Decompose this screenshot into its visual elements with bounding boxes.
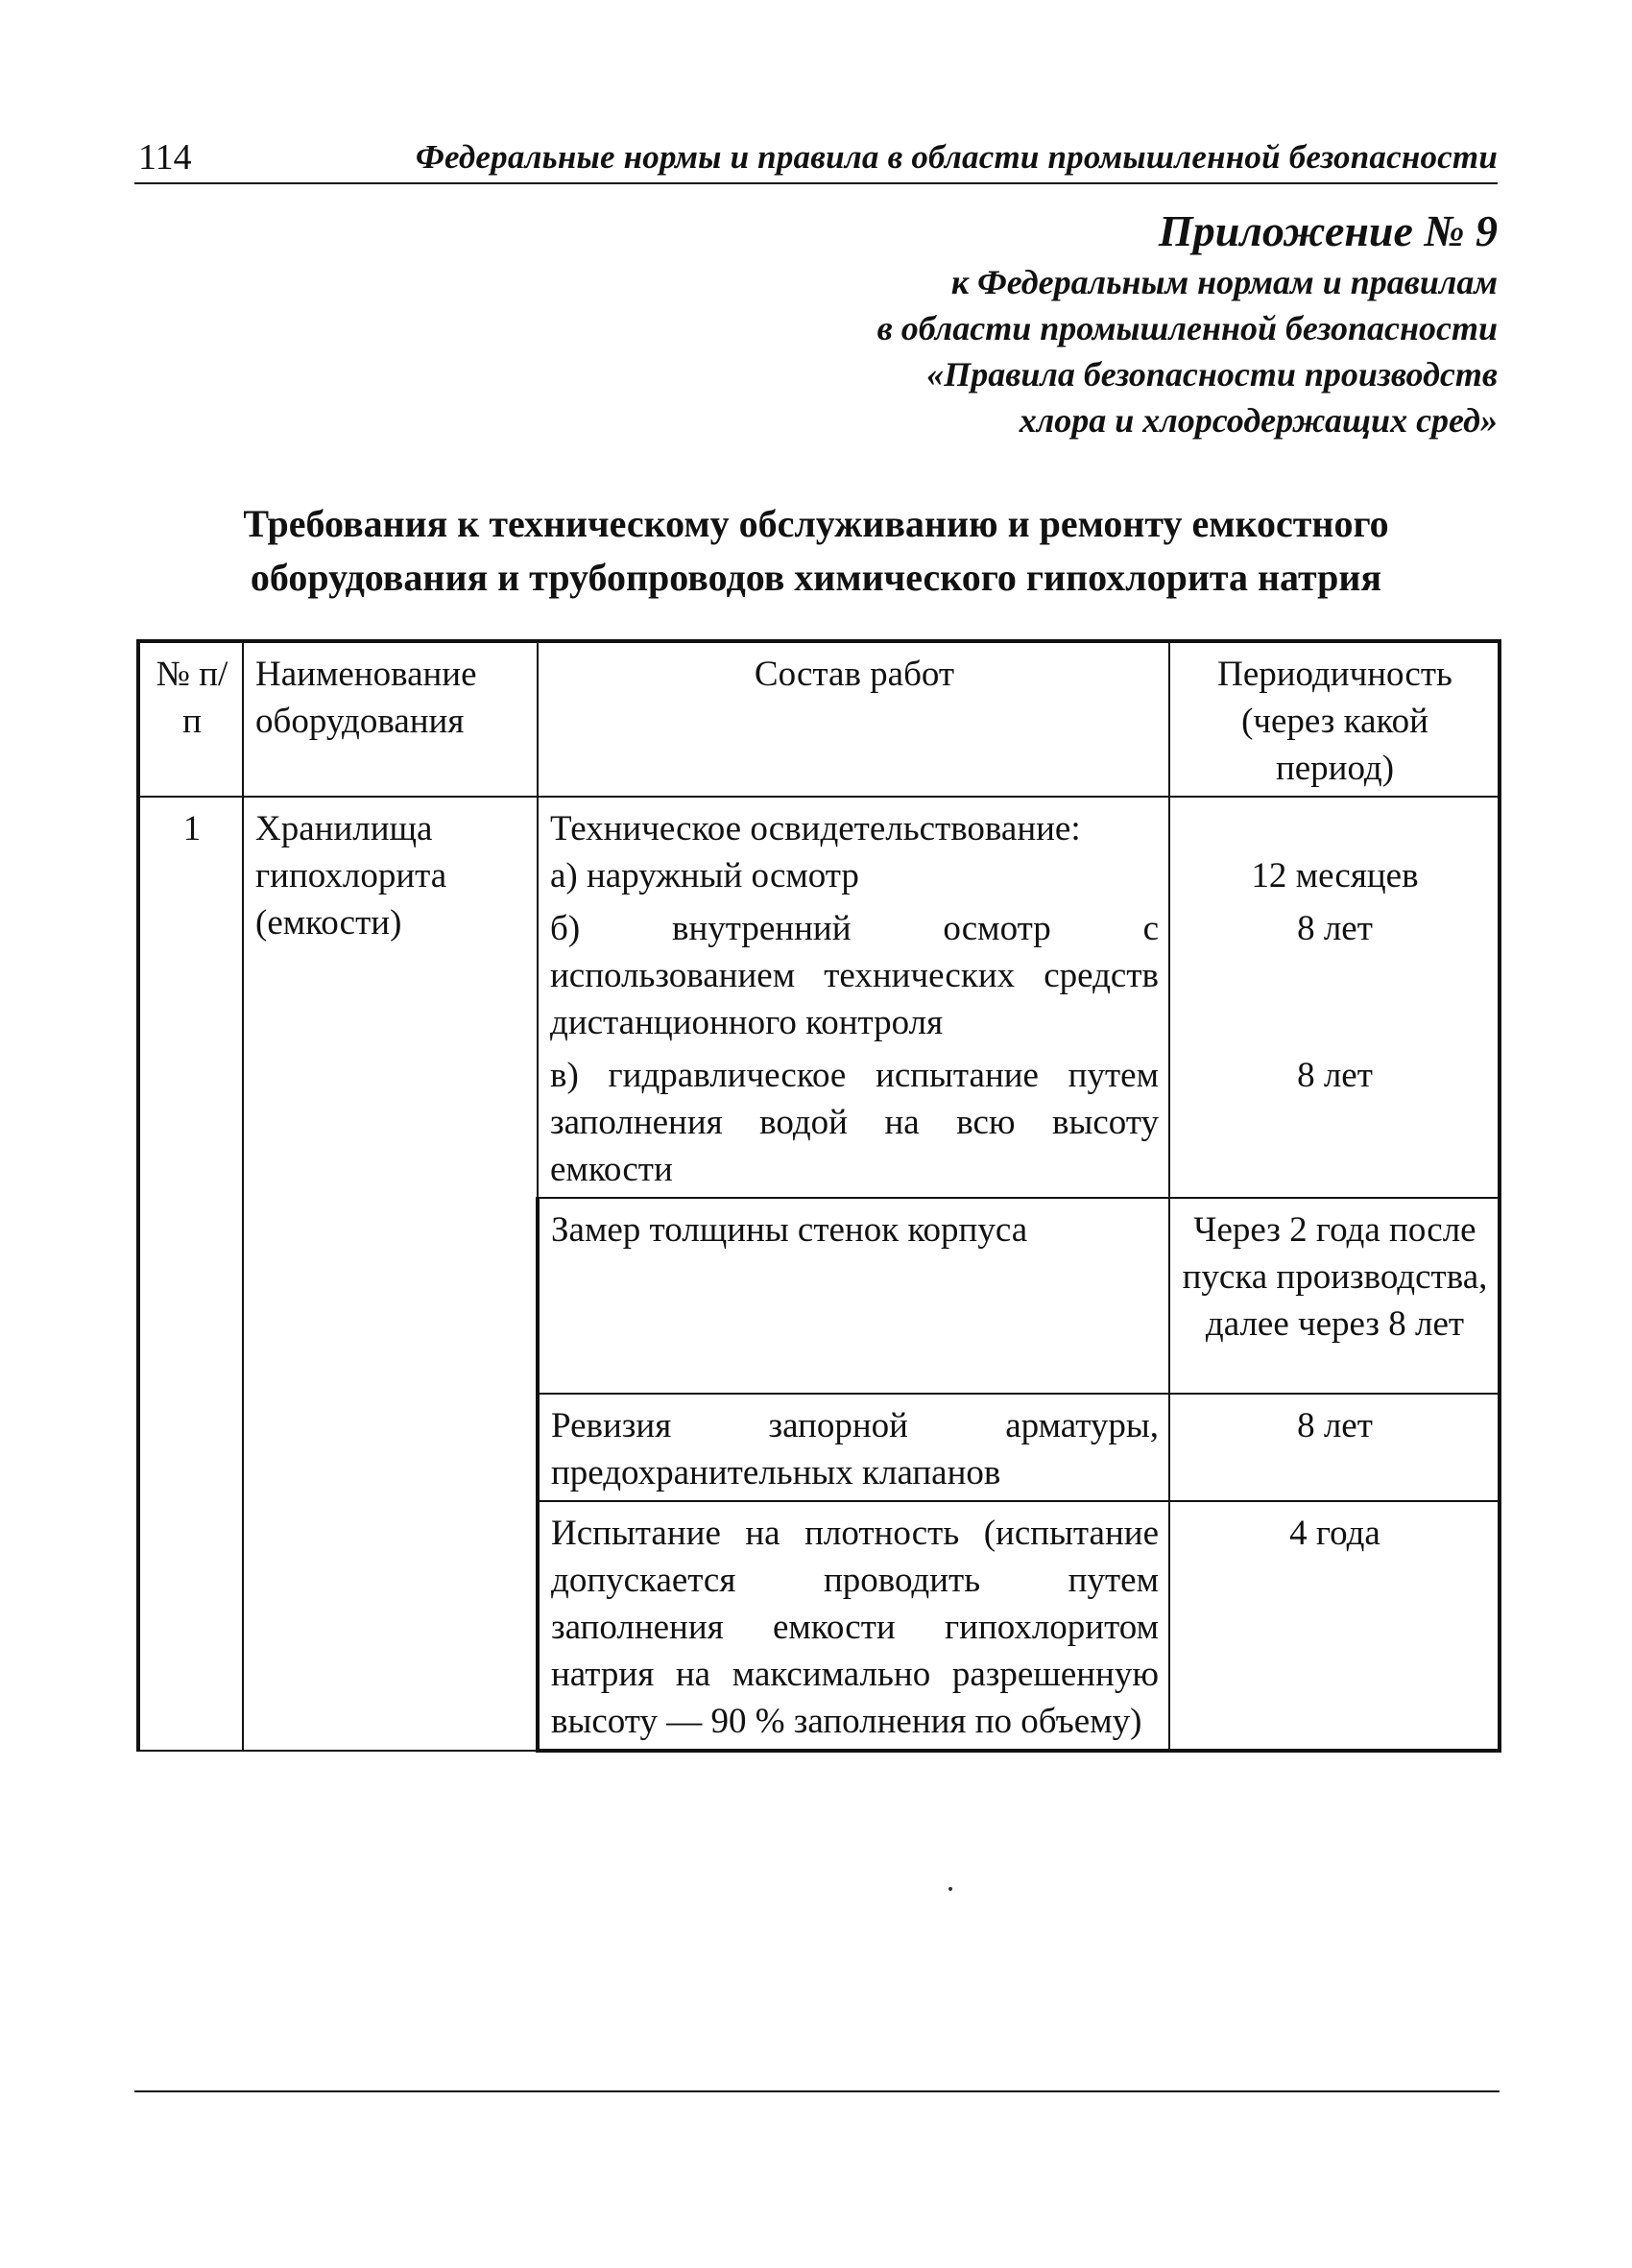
period-value: 8 лет	[1297, 1056, 1373, 1095]
work-group-title: Техническое освидетельствование:	[550, 809, 1081, 848]
page-header	[134, 132, 1498, 184]
requirements-table	[136, 639, 1501, 1753]
table-header-row	[138, 641, 1500, 797]
work-cell: Замер толщины стенок корпуса	[538, 1198, 1169, 1394]
period-cell: 4 года	[1169, 1501, 1500, 1751]
period-cell: Через 2 года после пуска производства, далее через 8 лет	[1169, 1198, 1500, 1394]
work-cell	[538, 797, 1169, 1198]
header-work: Состав работ	[538, 641, 1169, 797]
header-number: № п/п	[138, 641, 243, 797]
period-cell: 8 лет	[1169, 1394, 1500, 1501]
period-value: 12 месяцев	[1251, 856, 1419, 895]
appendix-title: Приложение № 9	[1158, 206, 1498, 255]
print-speck	[948, 1887, 952, 1891]
work-item: б) внутренний осмотр с использованием технических средств дистанционного контроля	[550, 909, 1159, 1042]
work-item: в) гидравлическое испытание путем заполнения водой на всю высоту емкости	[550, 1056, 1159, 1189]
document-title-line: Требования к техническому обслуживанию и ремонту емкостного	[243, 502, 1389, 545]
header-period: Периодичность (через какой период)	[1169, 641, 1500, 797]
work-cell: Ревизия запорной арматуры, предохранительных клапанов	[538, 1394, 1169, 1501]
appendix-line: к Федеральным нормам и правилам	[950, 263, 1498, 301]
period-cell	[1169, 797, 1500, 1198]
equipment-name: Хранилища гипохлорита (емкости)	[243, 797, 538, 1751]
table-row	[138, 797, 1500, 1198]
document-title	[134, 497, 1498, 605]
header-equipment: Наименование оборудования	[243, 641, 538, 797]
row-number: 1	[138, 797, 243, 1751]
work-cell: Испытание на плотность (испытание допускается проводить путем заполнения емкости гипохлоритом натрия на максимально разрешенную высоту — 90 % заполнения по объему)	[538, 1501, 1169, 1751]
period-value: 8 лет	[1297, 909, 1373, 948]
appendix-line: в области промышленной безопасности	[876, 309, 1498, 347]
page-number: 114	[138, 137, 192, 178]
appendix-block	[877, 203, 1498, 443]
bottom-rule	[134, 2090, 1500, 2092]
document-title-line: оборудования и трубопроводов химического гипохлорита натрия	[250, 556, 1382, 599]
work-item: а) наружный осмотр	[550, 856, 859, 895]
running-title: Федеральные нормы и правила в области промышленной безопасности	[416, 138, 1498, 176]
appendix-line: хлора и хлорсодержащих сред»	[1019, 401, 1498, 440]
appendix-line: «Правила безопасности производств	[926, 355, 1498, 394]
